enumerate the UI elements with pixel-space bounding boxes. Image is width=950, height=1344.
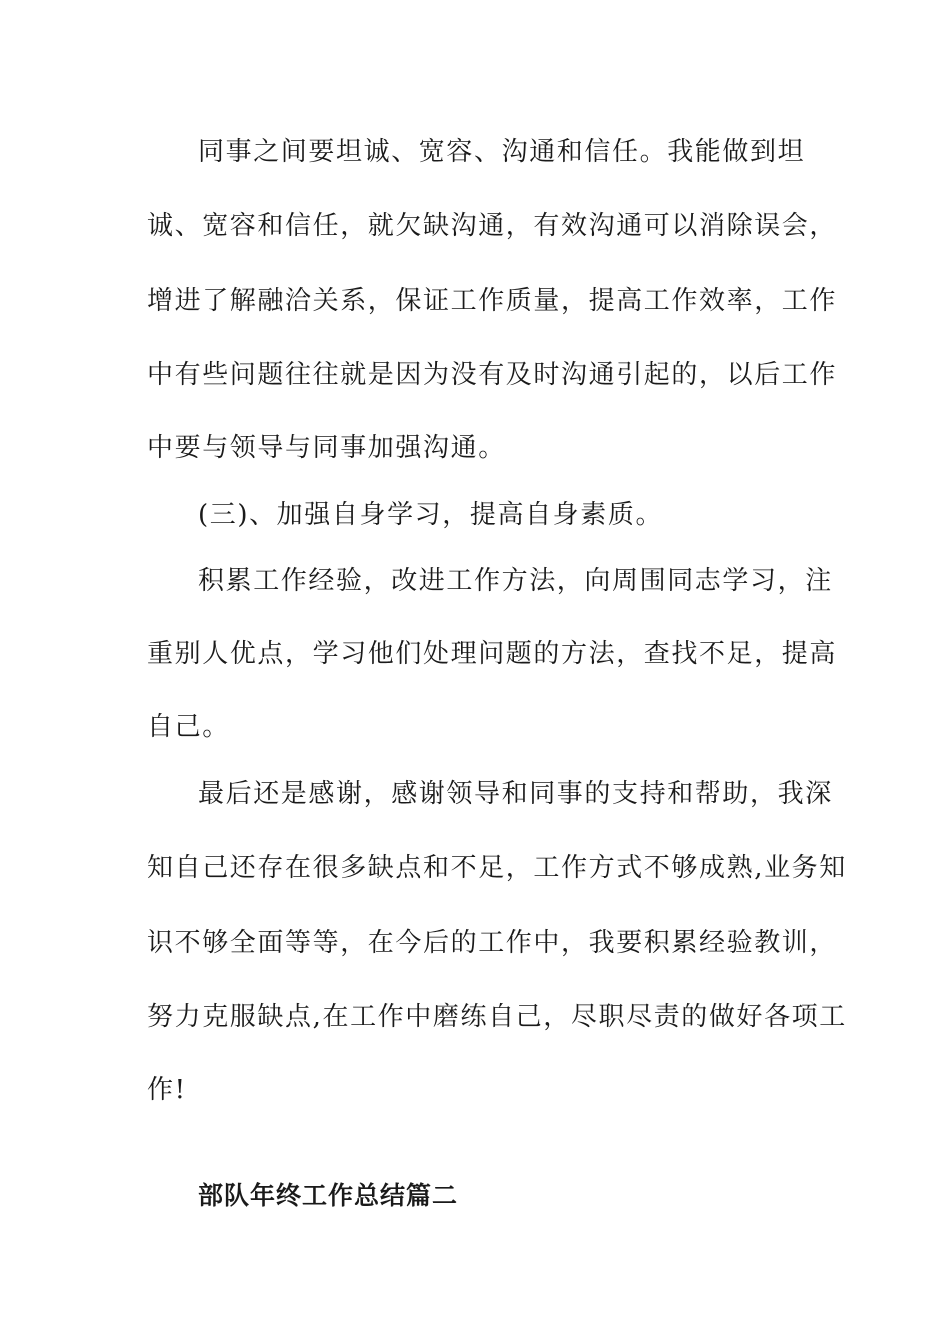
paragraph-line: 识不够全面等等，在今后的工作中，我要积累经验教训，	[147, 928, 838, 958]
paragraph-line: 自己。	[147, 712, 230, 742]
paragraph-line: 中要与领导与同事加强沟通。	[147, 433, 506, 463]
paragraph-line: 知自己还存在很多缺点和不足，工作方式不够成熟,业务知	[147, 853, 847, 883]
section-heading: 部队年终工作总结篇二	[198, 1181, 459, 1210]
paragraph-line: 积累工作经验，改进工作方法，向周围同志学习，注	[198, 566, 833, 596]
paragraph-line: 作!	[147, 1075, 187, 1105]
paragraph-line: 重别人优点，学习他们处理问题的方法，查找不足，提高	[147, 639, 838, 669]
paragraph-line: 诚、宽容和信任，就欠缺沟通，有效沟通可以消除误会，	[147, 211, 838, 241]
paragraph-line: 中有些问题往往就是因为没有及时沟通引起的，以后工作	[147, 360, 838, 390]
paragraph-line: 同事之间要坦诚、宽容、沟通和信任。我能做到坦	[198, 137, 806, 167]
section-subheading: (三)、加强自身学习，提高自身素质。	[198, 500, 664, 530]
paragraph-line: 努力克服缺点,在工作中磨练自己，尽职尽责的做好各项工	[147, 1002, 847, 1032]
paragraph-line: 最后还是感谢，感谢领导和同事的支持和帮助，我深	[198, 779, 833, 809]
paragraph-line: 增进了解融洽关系，保证工作质量，提高工作效率，工作	[147, 286, 838, 316]
